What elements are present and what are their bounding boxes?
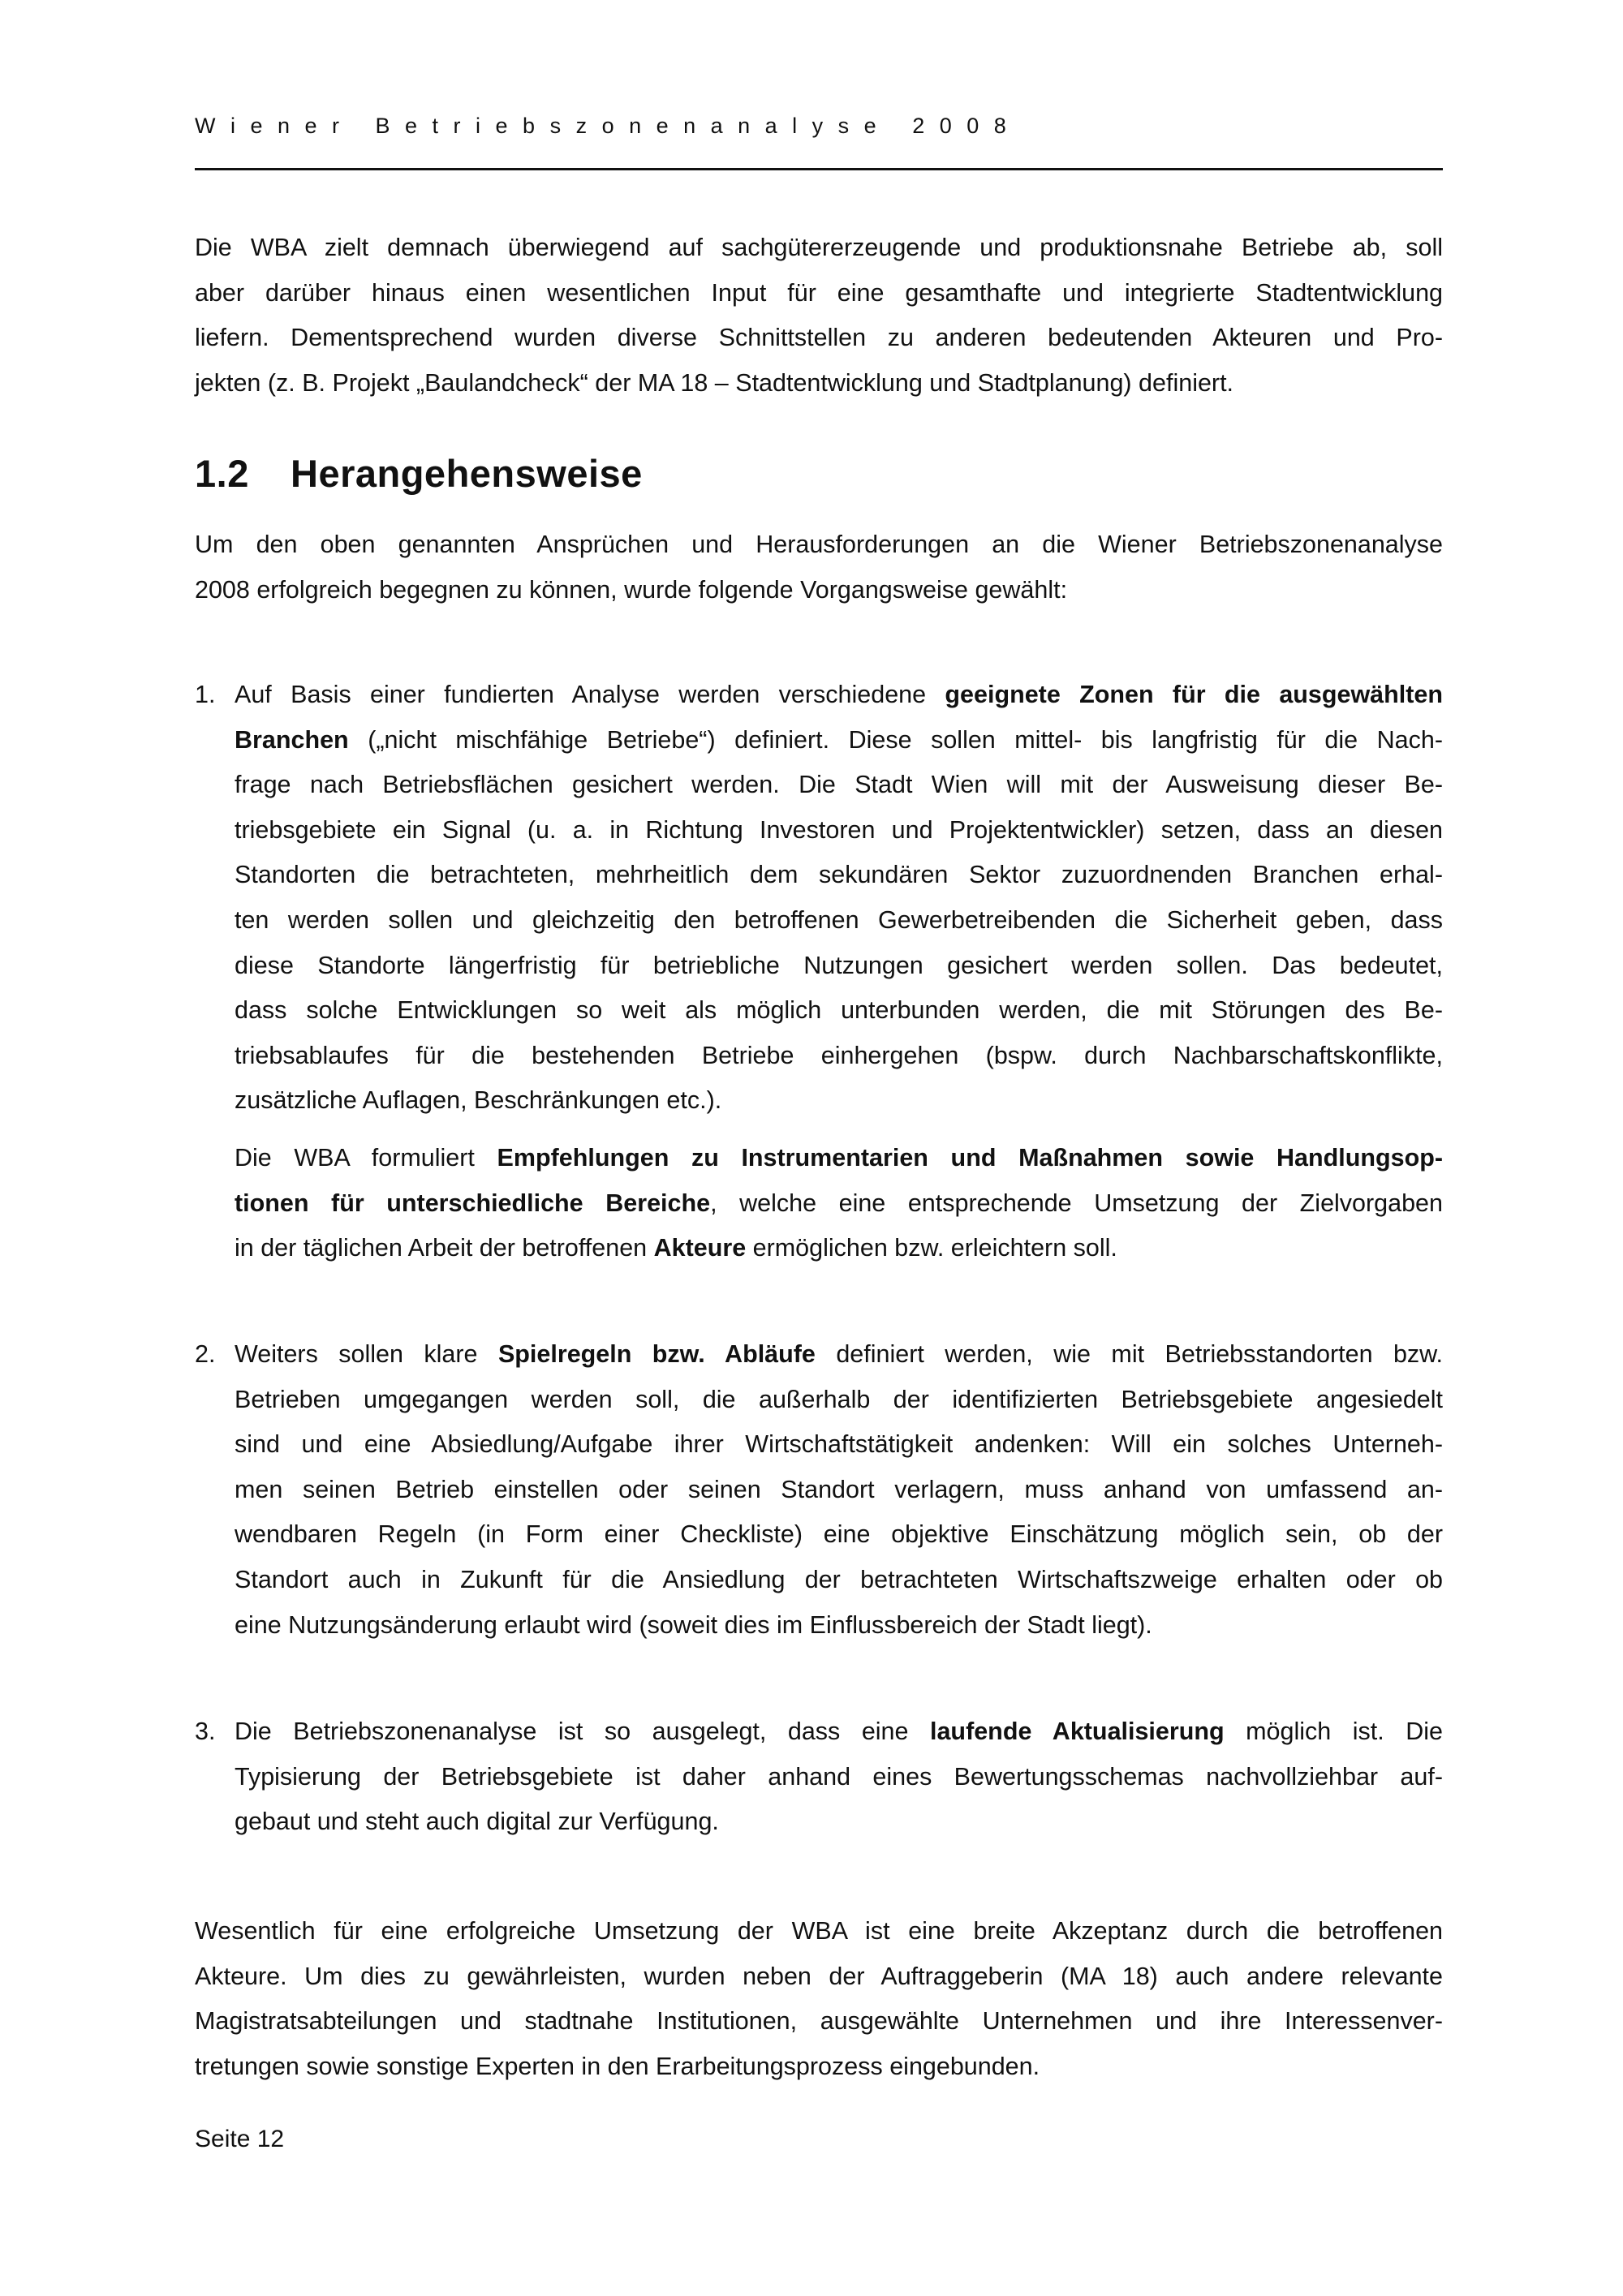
text-line (195, 2050, 1443, 2083)
text-segment: Typisierung der Betriebsgebiete ist daher anhand eines Bewertungsschemas nachvollziehbar auf- (235, 1762, 1443, 1791)
text-line (235, 1428, 1443, 1460)
text-line (195, 277, 1443, 309)
text-line (235, 724, 1443, 756)
page-number: Seite 12 (195, 2126, 285, 2152)
text-segment: liefern. Dementsprechend wurden diverse Schnittstellen zu anderen bedeutenden Akteuren und Pro- (195, 324, 1443, 352)
bold-text: laufende Aktualisierung (930, 1718, 1225, 1745)
text-segment: Betrieben umgegangen werden soll, die außerhalb der identifizierten Betriebsgebiete angesiedelt (235, 1385, 1443, 1413)
section-heading (195, 451, 643, 496)
text-segment: Um den oben genannten Ansprüchen und Herausforderungen an die Wiener Betriebszonenanalyse (195, 531, 1443, 558)
list-number: 1. (195, 681, 216, 708)
text-segment: , welche eine entsprechende Umsetzung der Zielvorgaben (710, 1189, 1443, 1217)
text-line (235, 1142, 1443, 1174)
text-segment: möglich ist. Die (1224, 1718, 1444, 1745)
text-line (195, 1915, 1443, 1947)
text-line (235, 768, 1443, 801)
text-segment: zusätzliche Auflagen, Beschränkungen etc.). (235, 1086, 722, 1115)
text-segment: Akteure. Um dies zu gewährleisten, wurden neben der Auftraggeberin (MA 18) auch andere relevante (195, 1962, 1443, 1990)
text-line (235, 1039, 1443, 1072)
text-line (235, 858, 1443, 891)
text-line (235, 1232, 1443, 1264)
text-segment: definiert werden, wie mit Betriebsstandorten bzw. (815, 1340, 1443, 1368)
text-line (235, 814, 1443, 846)
text-line (235, 1338, 1443, 1370)
text-line (235, 1805, 1443, 1838)
bold-text: Spielregeln bzw. Abläufe (497, 1340, 816, 1368)
text-line (195, 321, 1443, 354)
bold-text: Akteure (653, 1234, 747, 1262)
text-segment: dass solche Entwicklungen so weit als möglich unterbunden werden, die mit Störungen des Be- (235, 996, 1443, 1025)
text-line (235, 1563, 1443, 1596)
section-number: 1.2 (195, 452, 249, 495)
running-header: Wiener Betriebszonenanalyse 2008 (195, 114, 1022, 138)
text-segment: Wesentlich für eine erfolgreiche Umsetzung der WBA ist eine breite Akzeptanz durch die betroffenen (195, 1917, 1443, 1945)
text-segment: wendbaren Regeln (in Form einer Checkliste) eine objektive Einschätzung möglich sein, ob der (235, 1520, 1443, 1549)
text-segment: frage nach Betriebsflächen gesichert werden. Die Stadt Wien will mit der Ausweisung dieser Be- (235, 771, 1443, 799)
bold-text: Empfehlungen zu Instrumentarien und Maßnahmen sowie Handlungsop- (497, 1144, 1443, 1172)
text-segment: aber darüber hinaus einen wesentlichen Input für eine gesamthafte und integrierte Stadtentwicklung (195, 278, 1443, 307)
list-number: 3. (195, 1718, 216, 1745)
text-line (235, 949, 1443, 982)
text-line (235, 1473, 1443, 1506)
text-segment: eine Nutzungsänderung erlaubt wird (soweit dies im Einflussbereich der Stadt liegt). (235, 1610, 1152, 1639)
text-segment: („nicht mischfähige Betriebe“) definiert. Diese sollen mittel- bis langfristig für die Nach- (348, 725, 1443, 754)
text-line (235, 678, 1443, 711)
text-line (235, 1518, 1443, 1550)
text-segment: Auf Basis einer fundierten Analyse werden verschiedene (235, 681, 945, 708)
text-segment: triebsgebiete ein Signal (u. a. in Richtung Investoren und Projektentwickler) setzen, dass an diesen (235, 815, 1443, 844)
text-segment: sind und eine Absiedlung/Aufgabe ihrer Wirtschaftstätigkeit andenken: Will ein solches Unterneh- (235, 1430, 1443, 1459)
text-segment: gebaut und steht auch digital zur Verfügung. (235, 1808, 719, 1836)
text-segment: Die WBA zielt demnach überwiegend auf sachgütererzeugende und produktionsnahe Betriebe ab, soll (195, 234, 1443, 261)
text-line (195, 1960, 1443, 1993)
bold-text: Branchen (235, 725, 349, 754)
text-line (235, 904, 1443, 936)
text-line (195, 231, 1443, 264)
text-segment: 2008 erfolgreich begegnen zu können, wurde folgende Vorgangsweise gewählt: (195, 575, 1068, 604)
text-line (195, 528, 1443, 561)
text-line (235, 1187, 1443, 1219)
text-line (235, 1761, 1443, 1793)
text-segment: in der täglichen Arbeit der betroffenen (235, 1234, 654, 1262)
text-segment: Weiters sollen klare (235, 1340, 498, 1368)
text-line (235, 994, 1443, 1026)
text-line (195, 367, 1443, 399)
text-line (195, 2005, 1443, 2037)
header-rule (195, 168, 1443, 170)
text-segment: diese Standorte längerfristig für betriebliche Nutzungen gesichert werden sollen. Das bedeutet, (235, 951, 1443, 979)
text-segment: triebsablaufes für die bestehenden Betriebe einhergehen (bspw. durch Nachbarschaftskonflikte, (235, 1041, 1443, 1069)
section-title: Herangehensweise (291, 452, 643, 495)
text-segment: Magistratsabteilungen und stadtnahe Institutionen, ausgewählte Unternehmen und ihre Interessenver- (195, 2007, 1443, 2036)
text-segment: Standorten die betrachteten, mehrheitlich dem sekundären Sektor zuzuordnenden Branchen erhal- (235, 861, 1443, 889)
bold-text: tionen für unterschiedliche Bereiche (235, 1189, 711, 1217)
text-segment: ermöglichen bzw. erleichtern soll. (746, 1234, 1117, 1262)
bold-text: geeignete Zonen für die ausgewählten (945, 681, 1444, 708)
text-segment: tretungen sowie sonstige Experten in den Erarbeitungsprozess eingebunden. (195, 2052, 1040, 2080)
text-line (235, 1715, 1443, 1748)
list-number: 2. (195, 1340, 216, 1368)
text-line (235, 1383, 1443, 1416)
text-segment: men seinen Betrieb einstellen oder seinen Standort verlagern, muss anhand von umfassend an- (235, 1475, 1443, 1503)
text-line (235, 1609, 1443, 1641)
text-line (235, 1084, 1443, 1116)
text-segment: Standort auch in Zukunft für die Ansiedlung der betrachteten Wirtschaftszweige erhalten oder ob (235, 1566, 1443, 1593)
text-segment: jekten (z. B. Projekt „Baulandcheck“ der MA 18 – Stadtentwicklung und Stadtplanung) definiert. (195, 368, 1234, 397)
text-segment: Die Betriebszonenanalyse ist so ausgelegt, dass eine (235, 1718, 930, 1745)
text-line (195, 574, 1443, 606)
text-segment: ten werden sollen und gleichzeitig den betroffenen Gewerbetreibenden die Sicherheit geben, dass (235, 906, 1443, 934)
text-segment: Die WBA formuliert (235, 1144, 497, 1172)
